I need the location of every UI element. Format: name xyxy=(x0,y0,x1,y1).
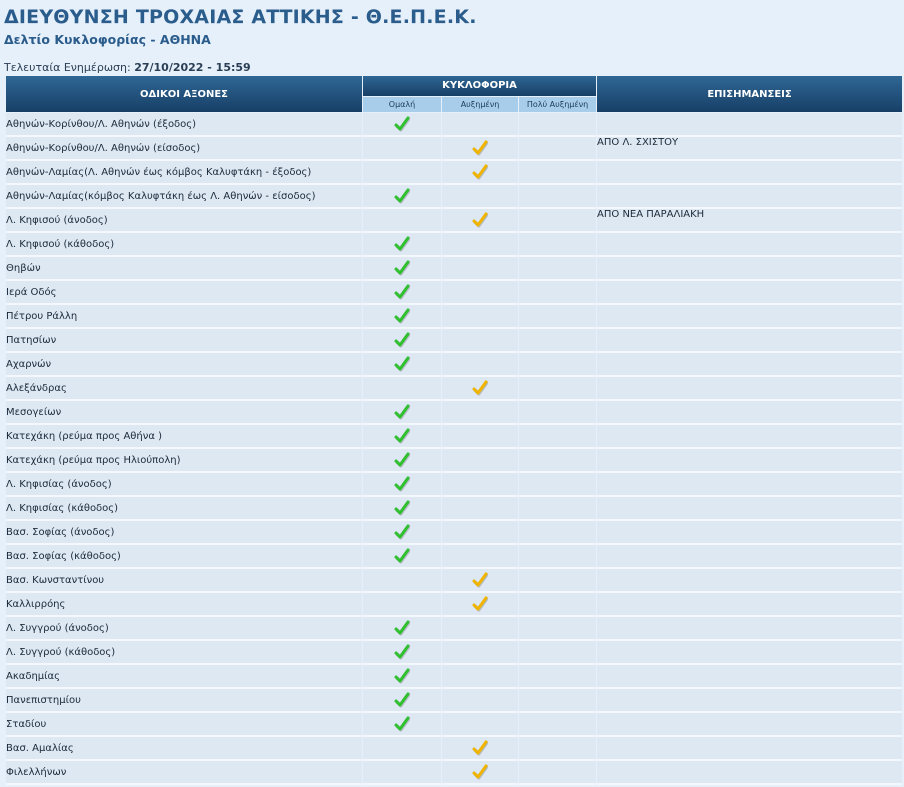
table-row xyxy=(6,569,902,593)
last-update xyxy=(4,61,251,74)
green-check-icon xyxy=(394,644,410,660)
green-check-icon xyxy=(394,716,410,732)
page-subtitle: Δελτίο Κυκλοφορίας - ΑΘΗΝΑ xyxy=(4,32,211,47)
note xyxy=(597,257,902,281)
green-check-icon xyxy=(394,476,410,492)
table-row xyxy=(6,185,902,209)
green-check-icon xyxy=(394,620,410,636)
last-update-label: Τελευταία Ενημέρωση: xyxy=(4,61,131,74)
traffic-cell-increased xyxy=(442,425,518,449)
road-name: Βασ. Σοφίας (άνοδος) xyxy=(6,521,362,545)
note xyxy=(597,377,902,401)
traffic-cell-increased xyxy=(442,497,518,521)
note xyxy=(597,185,902,209)
traffic-cell-increased xyxy=(442,209,518,233)
table-row xyxy=(6,689,902,713)
traffic-cell-very-increased xyxy=(519,497,596,521)
traffic-cell-very-increased xyxy=(519,281,596,305)
traffic-cell-normal xyxy=(363,257,441,281)
green-check-icon xyxy=(394,260,410,276)
traffic-cell-increased xyxy=(442,689,518,713)
traffic-cell-normal xyxy=(363,641,441,665)
yellow-check-icon xyxy=(472,140,488,156)
traffic-cell-normal xyxy=(363,473,441,497)
traffic-cell-very-increased xyxy=(519,353,596,377)
note xyxy=(597,641,902,665)
traffic-cell-normal xyxy=(363,161,441,185)
traffic-cell-very-increased xyxy=(519,593,596,617)
page-title: ΔΙΕΥΘΥΝΣΗ ΤΡΟΧΑΙΑΣ ΑΤΤΙΚΗΣ - Θ.Ε.Π.Ε.Κ. xyxy=(4,6,477,28)
road-name: Βασ. Αμαλίας xyxy=(6,737,362,761)
table-row xyxy=(6,425,902,449)
note xyxy=(597,425,902,449)
traffic-cell-very-increased xyxy=(519,521,596,545)
traffic-cell-normal xyxy=(363,761,441,785)
green-check-icon xyxy=(394,668,410,684)
traffic-cell-very-increased xyxy=(519,161,596,185)
table-row xyxy=(6,281,902,305)
traffic-cell-normal xyxy=(363,689,441,713)
table-row xyxy=(6,521,902,545)
traffic-cell-very-increased xyxy=(519,641,596,665)
traffic-cell-very-increased xyxy=(519,713,596,737)
road-name: Πατησίων xyxy=(6,329,362,353)
yellow-check-icon xyxy=(472,596,488,612)
road-name: Σταδίου xyxy=(6,713,362,737)
note xyxy=(597,329,902,353)
traffic-cell-normal xyxy=(363,209,441,233)
traffic-cell-normal xyxy=(363,569,441,593)
note xyxy=(597,521,902,545)
green-check-icon xyxy=(394,116,410,132)
table-row xyxy=(6,209,902,233)
traffic-cell-normal xyxy=(363,545,441,569)
table-row xyxy=(6,401,902,425)
traffic-cell-very-increased xyxy=(519,473,596,497)
traffic-cell-increased xyxy=(442,713,518,737)
note: ΑΠΟ Λ. ΣΧΙΣΤΟΥ xyxy=(597,137,902,161)
road-name: Θηβών xyxy=(6,257,362,281)
road-name: Πανεπιστημίου xyxy=(6,689,362,713)
yellow-check-icon xyxy=(472,572,488,588)
traffic-cell-normal xyxy=(363,665,441,689)
road-name: Αθηνών-Κορίνθου/Λ. Αθηνών (είσοδος) xyxy=(6,137,362,161)
traffic-cell-very-increased xyxy=(519,569,596,593)
green-check-icon xyxy=(394,356,410,372)
table-row xyxy=(6,305,902,329)
traffic-cell-increased xyxy=(442,473,518,497)
table-row xyxy=(6,761,902,785)
yellow-check-icon xyxy=(472,164,488,180)
table-row xyxy=(6,353,902,377)
table-row xyxy=(6,737,902,761)
traffic-cell-very-increased xyxy=(519,449,596,473)
traffic-cell-very-increased xyxy=(519,401,596,425)
note xyxy=(597,545,902,569)
table-row xyxy=(6,473,902,497)
green-check-icon xyxy=(394,332,410,348)
traffic-cell-normal xyxy=(363,305,441,329)
traffic-cell-increased xyxy=(442,449,518,473)
road-name: Αχαρνών xyxy=(6,353,362,377)
note xyxy=(597,569,902,593)
note xyxy=(597,233,902,257)
road-name: Λ. Κηφισού (κάθοδος) xyxy=(6,233,362,257)
traffic-cell-normal xyxy=(363,617,441,641)
green-check-icon xyxy=(394,284,410,300)
road-name: Φιλελλήνων xyxy=(6,761,362,785)
traffic-cell-very-increased xyxy=(519,305,596,329)
traffic-cell-normal xyxy=(363,377,441,401)
green-check-icon xyxy=(394,428,410,444)
green-check-icon xyxy=(394,452,410,468)
traffic-cell-increased xyxy=(442,233,518,257)
road-name: Λ. Συγγρού (άνοδος) xyxy=(6,617,362,641)
traffic-cell-very-increased xyxy=(519,137,596,161)
traffic-cell-normal xyxy=(363,233,441,257)
table-row xyxy=(6,257,902,281)
road-name: Λ. Κηφισίας (κάθοδος) xyxy=(6,497,362,521)
traffic-cell-normal xyxy=(363,713,441,737)
traffic-cell-very-increased xyxy=(519,689,596,713)
traffic-cell-very-increased xyxy=(519,545,596,569)
green-check-icon xyxy=(394,524,410,540)
traffic-cell-increased xyxy=(442,617,518,641)
traffic-cell-increased xyxy=(442,305,518,329)
traffic-cell-increased xyxy=(442,353,518,377)
road-name: Κατεχάκη (ρεύμα προς Αθήνα ) xyxy=(6,425,362,449)
road-name: Κατεχάκη (ρεύμα προς Ηλιούπολη) xyxy=(6,449,362,473)
note xyxy=(597,593,902,617)
green-check-icon xyxy=(394,404,410,420)
note: ΑΠΟ ΝΕΑ ΠΑΡΑΛΙΑΚΗ xyxy=(597,209,902,233)
traffic-cell-increased xyxy=(442,329,518,353)
road-name: Πέτρου Ράλλη xyxy=(6,305,362,329)
traffic-rows xyxy=(6,113,902,785)
green-check-icon xyxy=(394,188,410,204)
traffic-cell-increased xyxy=(442,257,518,281)
note xyxy=(597,113,902,137)
note xyxy=(597,281,902,305)
traffic-cell-increased xyxy=(442,545,518,569)
green-check-icon xyxy=(394,548,410,564)
traffic-cell-increased xyxy=(442,185,518,209)
green-check-icon xyxy=(394,236,410,252)
table-row xyxy=(6,161,902,185)
column-header-normal: Ομαλή xyxy=(363,97,441,113)
road-name: Λ. Κηφισίας (άνοδος) xyxy=(6,473,362,497)
note xyxy=(597,761,902,785)
traffic-cell-increased xyxy=(442,737,518,761)
road-name: Λ. Συγγρού (κάθοδος) xyxy=(6,641,362,665)
traffic-cell-increased xyxy=(442,401,518,425)
road-name: Καλλιρρόης xyxy=(6,593,362,617)
traffic-cell-normal xyxy=(363,113,441,137)
traffic-cell-increased xyxy=(442,593,518,617)
traffic-cell-normal xyxy=(363,281,441,305)
traffic-cell-normal xyxy=(363,137,441,161)
column-header-traffic: ΚΥΚΛΟΦΟΡΙΑ xyxy=(363,76,596,97)
note xyxy=(597,617,902,641)
road-name: Ιερά Οδός xyxy=(6,281,362,305)
note xyxy=(597,713,902,737)
traffic-cell-normal xyxy=(363,401,441,425)
table-row xyxy=(6,665,902,689)
green-check-icon xyxy=(394,500,410,516)
green-check-icon xyxy=(394,308,410,324)
table-row xyxy=(6,593,902,617)
traffic-cell-normal xyxy=(363,353,441,377)
traffic-cell-very-increased xyxy=(519,761,596,785)
table-row xyxy=(6,377,902,401)
traffic-cell-normal xyxy=(363,593,441,617)
traffic-cell-very-increased xyxy=(519,209,596,233)
traffic-table xyxy=(5,76,903,785)
note xyxy=(597,665,902,689)
note xyxy=(597,305,902,329)
traffic-cell-normal xyxy=(363,497,441,521)
note xyxy=(597,689,902,713)
column-header-increased: Αυξημένη xyxy=(442,97,518,113)
green-check-icon xyxy=(394,692,410,708)
traffic-cell-very-increased xyxy=(519,665,596,689)
table-row xyxy=(6,233,902,257)
traffic-cell-very-increased xyxy=(519,737,596,761)
column-header-very-increased: Πολύ Αυξημένη xyxy=(519,97,596,113)
traffic-cell-normal xyxy=(363,449,441,473)
yellow-check-icon xyxy=(472,380,488,396)
traffic-cell-increased xyxy=(442,113,518,137)
road-name: Αθηνών-Κορίνθου/Λ. Αθηνών (έξοδος) xyxy=(6,113,362,137)
table-row xyxy=(6,641,902,665)
traffic-cell-very-increased xyxy=(519,257,596,281)
table-row xyxy=(6,113,902,137)
road-name: Ακαδημίας xyxy=(6,665,362,689)
note xyxy=(597,473,902,497)
road-name: Βασ. Σοφίας (κάθοδος) xyxy=(6,545,362,569)
traffic-cell-increased xyxy=(442,137,518,161)
traffic-cell-very-increased xyxy=(519,329,596,353)
traffic-cell-increased xyxy=(442,281,518,305)
traffic-cell-normal xyxy=(363,185,441,209)
yellow-check-icon xyxy=(472,764,488,780)
traffic-cell-increased xyxy=(442,521,518,545)
traffic-cell-normal xyxy=(363,329,441,353)
last-update-value: 27/10/2022 - 15:59 xyxy=(134,61,251,74)
note xyxy=(597,353,902,377)
road-name: Μεσογείων xyxy=(6,401,362,425)
column-header-roads: ΟΔΙΚΟΙ ΑΞΟΝΕΣ xyxy=(6,76,362,113)
traffic-cell-increased xyxy=(442,377,518,401)
table-row xyxy=(6,137,902,161)
traffic-cell-normal xyxy=(363,737,441,761)
table-row xyxy=(6,449,902,473)
road-name: Αθηνών-Λαμίας(Λ. Αθηνών έως κόμβος Καλυφτάκη - έξοδος) xyxy=(6,161,362,185)
yellow-check-icon xyxy=(472,212,488,228)
traffic-cell-increased xyxy=(442,665,518,689)
note xyxy=(597,401,902,425)
road-name: Αθηνών-Λαμίας(κόμβος Καλυφτάκη έως Λ. Αθηνών - είσοδος) xyxy=(6,185,362,209)
traffic-cell-very-increased xyxy=(519,113,596,137)
column-header-notes: ΕΠΙΣΗΜΑΝΣΕΙΣ xyxy=(597,76,902,113)
traffic-cell-very-increased xyxy=(519,425,596,449)
table-row xyxy=(6,497,902,521)
table-row xyxy=(6,713,902,737)
traffic-cell-very-increased xyxy=(519,617,596,641)
note xyxy=(597,161,902,185)
table-row xyxy=(6,617,902,641)
traffic-cell-increased xyxy=(442,569,518,593)
yellow-check-icon xyxy=(472,740,488,756)
table-row xyxy=(6,329,902,353)
traffic-cell-very-increased xyxy=(519,233,596,257)
road-name: Λ. Κηφισού (άνοδος) xyxy=(6,209,362,233)
note xyxy=(597,737,902,761)
traffic-cell-very-increased xyxy=(519,185,596,209)
table-row xyxy=(6,545,902,569)
road-name: Αλεξάνδρας xyxy=(6,377,362,401)
note xyxy=(597,497,902,521)
traffic-cell-very-increased xyxy=(519,377,596,401)
traffic-cell-increased xyxy=(442,161,518,185)
traffic-cell-increased xyxy=(442,641,518,665)
traffic-cell-normal xyxy=(363,521,441,545)
traffic-cell-increased xyxy=(442,761,518,785)
note xyxy=(597,449,902,473)
traffic-cell-normal xyxy=(363,425,441,449)
road-name: Βασ. Κωνσταντίνου xyxy=(6,569,362,593)
